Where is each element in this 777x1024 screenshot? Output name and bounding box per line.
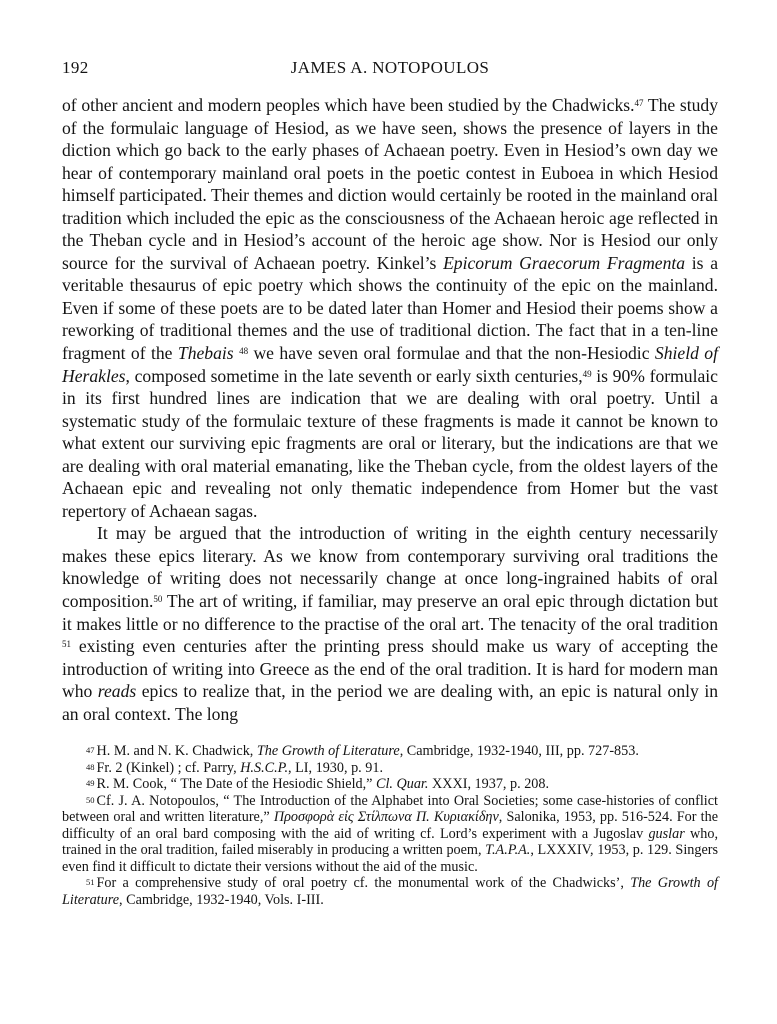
running-head — [62, 58, 718, 82]
footnote-number: 50 — [86, 794, 95, 805]
italic-title: Epicorum Graecorum Fragmenta — [443, 252, 686, 273]
italic-title: Cl. Quar. — [376, 776, 429, 793]
footnote-text: Fr. 2 (Kinkel) ; cf. Parry, H.S.C.P., LI, 1930, p. 91. — [96, 759, 383, 776]
page — [62, 58, 718, 908]
footnote — [62, 793, 718, 876]
italic-title: reads — [97, 681, 137, 702]
running-head-author: JAMES A. NOTOPOULOS — [290, 58, 490, 77]
italic-title: Προσφορὰ εἰς Στίλπωνα Π. Κυριακίδην — [273, 809, 499, 826]
footnote — [62, 776, 718, 793]
footnote-ref[interactable]: 48 — [239, 346, 249, 357]
footnote-number: 48 — [86, 761, 95, 772]
footnote — [62, 875, 718, 908]
footnote-text: Cf. J. A. Notopoulos, “ The Introduction of the Alphabet into Oral Societies; some case-histories of conflict between oral and written literature,” Προσφορὰ εἰς Στίλπωνα Π. Κυριακίδην, Salonika, 1953, pp. 516-524. For the difficulty of an oral bard composing with the aid of writing cf. Lord’s experiment with a Jugoslav guslar who, trained in the oral tradition, failed miserably in producing a written poem, T.A.P.A., LXXXIV, 1953, p. 129. Singers even find it difficult to dictate their versions without the aid of the music. — [62, 792, 718, 875]
footnote — [62, 743, 718, 760]
footnote-ref[interactable]: 49 — [582, 368, 592, 379]
italic-title: Thebais — [177, 343, 234, 364]
italic-title: The Growth of Literature — [62, 875, 718, 908]
italic-title: H.S.C.P. — [240, 759, 289, 776]
body-text — [62, 94, 718, 725]
body-paragraph: of other ancient and modern peoples which have been studied by the Chadwicks.$^{47}$ The study of the formulaic language of Hesiod, as we have seen, shows the presence of layers in the diction which go back to the early phases of Achaean poetry. Even in Hesiod’s own day we hear of contemporary mainland oral poets in the poetic contest in Euboea in which Hesiod himself participated. Their themes and diction would certainly be rooted in the mainland oral tradition which included the epic as the consciousness of the Achaean heroic age reflected in the Theban cycle and in Hesiod’s account of the heroic age show. Nor is Hesiod our only source for the survival of Achaean poetry. Kinkel’s Epicorum Graecorum Fragmenta is a veritable thesaurus of epic poetry which shows the continuity of the epic on the mainland. Even if some of these poets are to be dated later than Homer and Hesiod their poems show a reworking of traditional themes and the use of traditional diction. The fact that in a ten-line fragment of the Thebais $^{48}$ we have seven oral formulae and that the non-Hesiodic Shield of Herakles, composed sometime in the late seventh or early sixth centuries,$^{49}$ is 90% formulaic in its first hundred lines are indication that we are dealing with oral poetry. Until a systematic study of the formulaic texture of these fragments is made it cannot be known to what extent our surviving epic fragments are oral or literary, but the indications are that we are dealing with oral material emanating, like the Theban cycle, from the oldest layers of the Achaean epic and revealing not only thematic independence from Homer but the vast repertory of Achaean sagas. — [62, 95, 719, 521]
footnote-text: For a comprehensive study of oral poetry cf. the monumental work of the Chadwicks’, The Growth of Literature, Cambridge, 1932-1940, Vols. I-III. — [62, 875, 718, 908]
footnote-ref[interactable]: 51 — [62, 639, 71, 650]
page-number: 192 — [62, 58, 89, 77]
footnote-number: 47 — [86, 745, 95, 756]
footnotes — [62, 743, 718, 908]
footnote-number: 51 — [86, 877, 95, 888]
footnote — [62, 760, 718, 777]
body-paragraph: It may be argued that the introduction of writing in the eighth century necessarily makes these epics literary. As we know from contemporary surviving oral traditions the knowledge of writing does not necessarily change at once long-ingrained habits of oral composition.$^{50}$ The art of writing, if familiar, may preserve an oral epic through dictation but it makes little or no difference to the practise of the oral art. The tenacity of the oral tradition $^{51}$ existing even centuries after the printing press should make us wary of accepting the introduction of writing into Greece as the end of the oral tradition. It is hard for modern man who reads epics to realize that, in the period we are dealing with, an epic is natural only in an oral context. The long — [62, 523, 719, 724]
footnote-ref[interactable]: 47 — [634, 98, 644, 108]
italic-title: guslar — [648, 825, 685, 842]
footnote-ref[interactable]: 50 — [153, 594, 163, 605]
italic-title: Shield of Herakles — [62, 343, 718, 386]
footnote-text: R. M. Cook, “ The Date of the Hesiodic Shield,” Cl. Quar. XXXI, 1937, p. 208. — [96, 776, 550, 793]
italic-title: T.A.P.A. — [485, 842, 531, 859]
footnote-text: H. M. and N. K. Chadwick, The Growth of Literature, Cambridge, 1932-1940, III, pp. 727-853. — [96, 743, 639, 760]
footnote-number: 49 — [86, 778, 95, 789]
italic-title: The Growth of Literature — [256, 743, 400, 760]
